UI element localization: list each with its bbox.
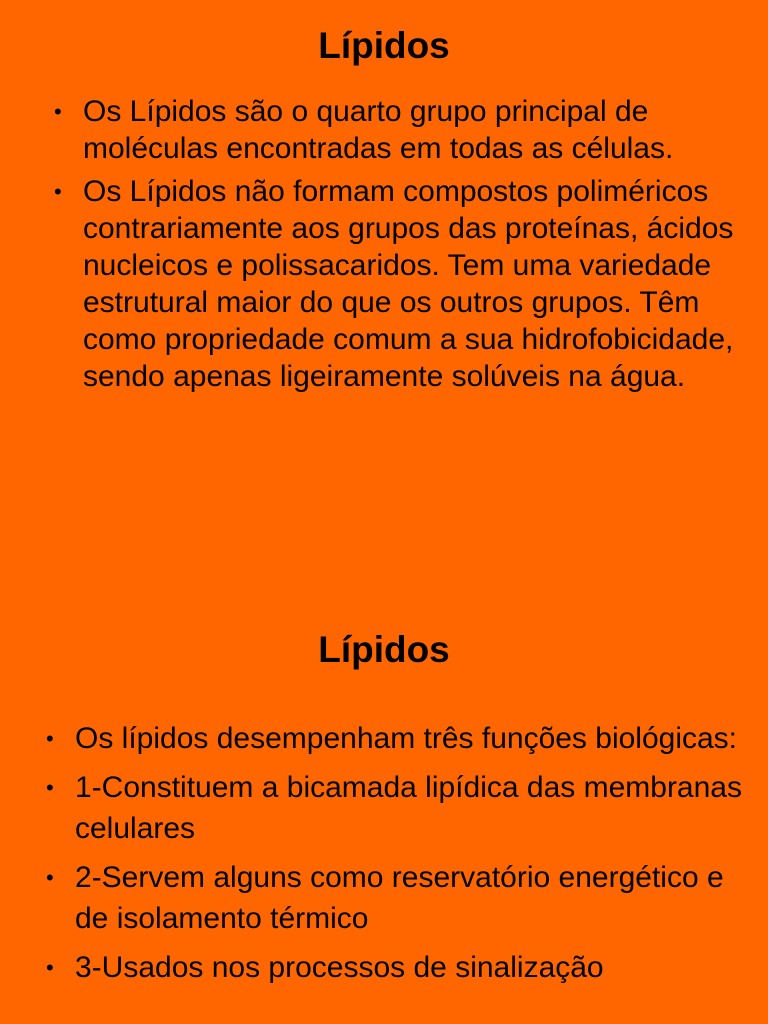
bullet-list [54, 93, 744, 401]
bullet-icon: • [46, 775, 54, 800]
list-item [54, 173, 744, 395]
list-item [46, 947, 746, 988]
bullet-icon: • [54, 179, 62, 204]
bullet-text: Os Lípidos não formam compostos poliméricos contrariamente aos grupos das proteínas, ácidos nucleicos e polissacaridos. Tem uma variedade estrutural maior do que os outros grupos. Têm como propriedade comum a sua hidrofobicidade, sendo apenas ligeiramente solúveis na água. [83, 175, 734, 393]
slide-title: Lípidos [318, 629, 450, 670]
bullet-text: Os Lípidos são o quarto grupo principal de moléculas encontradas em todas as células. [83, 95, 674, 165]
list-item [46, 857, 746, 939]
bullet-icon: • [54, 99, 62, 124]
list-item [46, 767, 746, 849]
bullet-icon: • [46, 726, 54, 751]
slide-2 [0, 600, 768, 1024]
bullet-text: Os lípidos desempenham três funções biológicas: [75, 722, 738, 755]
bullet-text: 2-Servem alguns como reservatório energético e de isolamento térmico [75, 861, 724, 935]
bullet-icon: • [46, 865, 54, 890]
bullet-text: 1-Constituem a bicamada lipídica das membranas celulares [75, 771, 742, 845]
bullet-text: 3-Usados nos processos de sinalização [75, 951, 604, 984]
list-item [54, 93, 744, 167]
bullet-icon: • [46, 955, 54, 980]
slide-title: Lípidos [318, 25, 450, 66]
list-item [46, 718, 746, 759]
bullet-list [46, 718, 746, 996]
